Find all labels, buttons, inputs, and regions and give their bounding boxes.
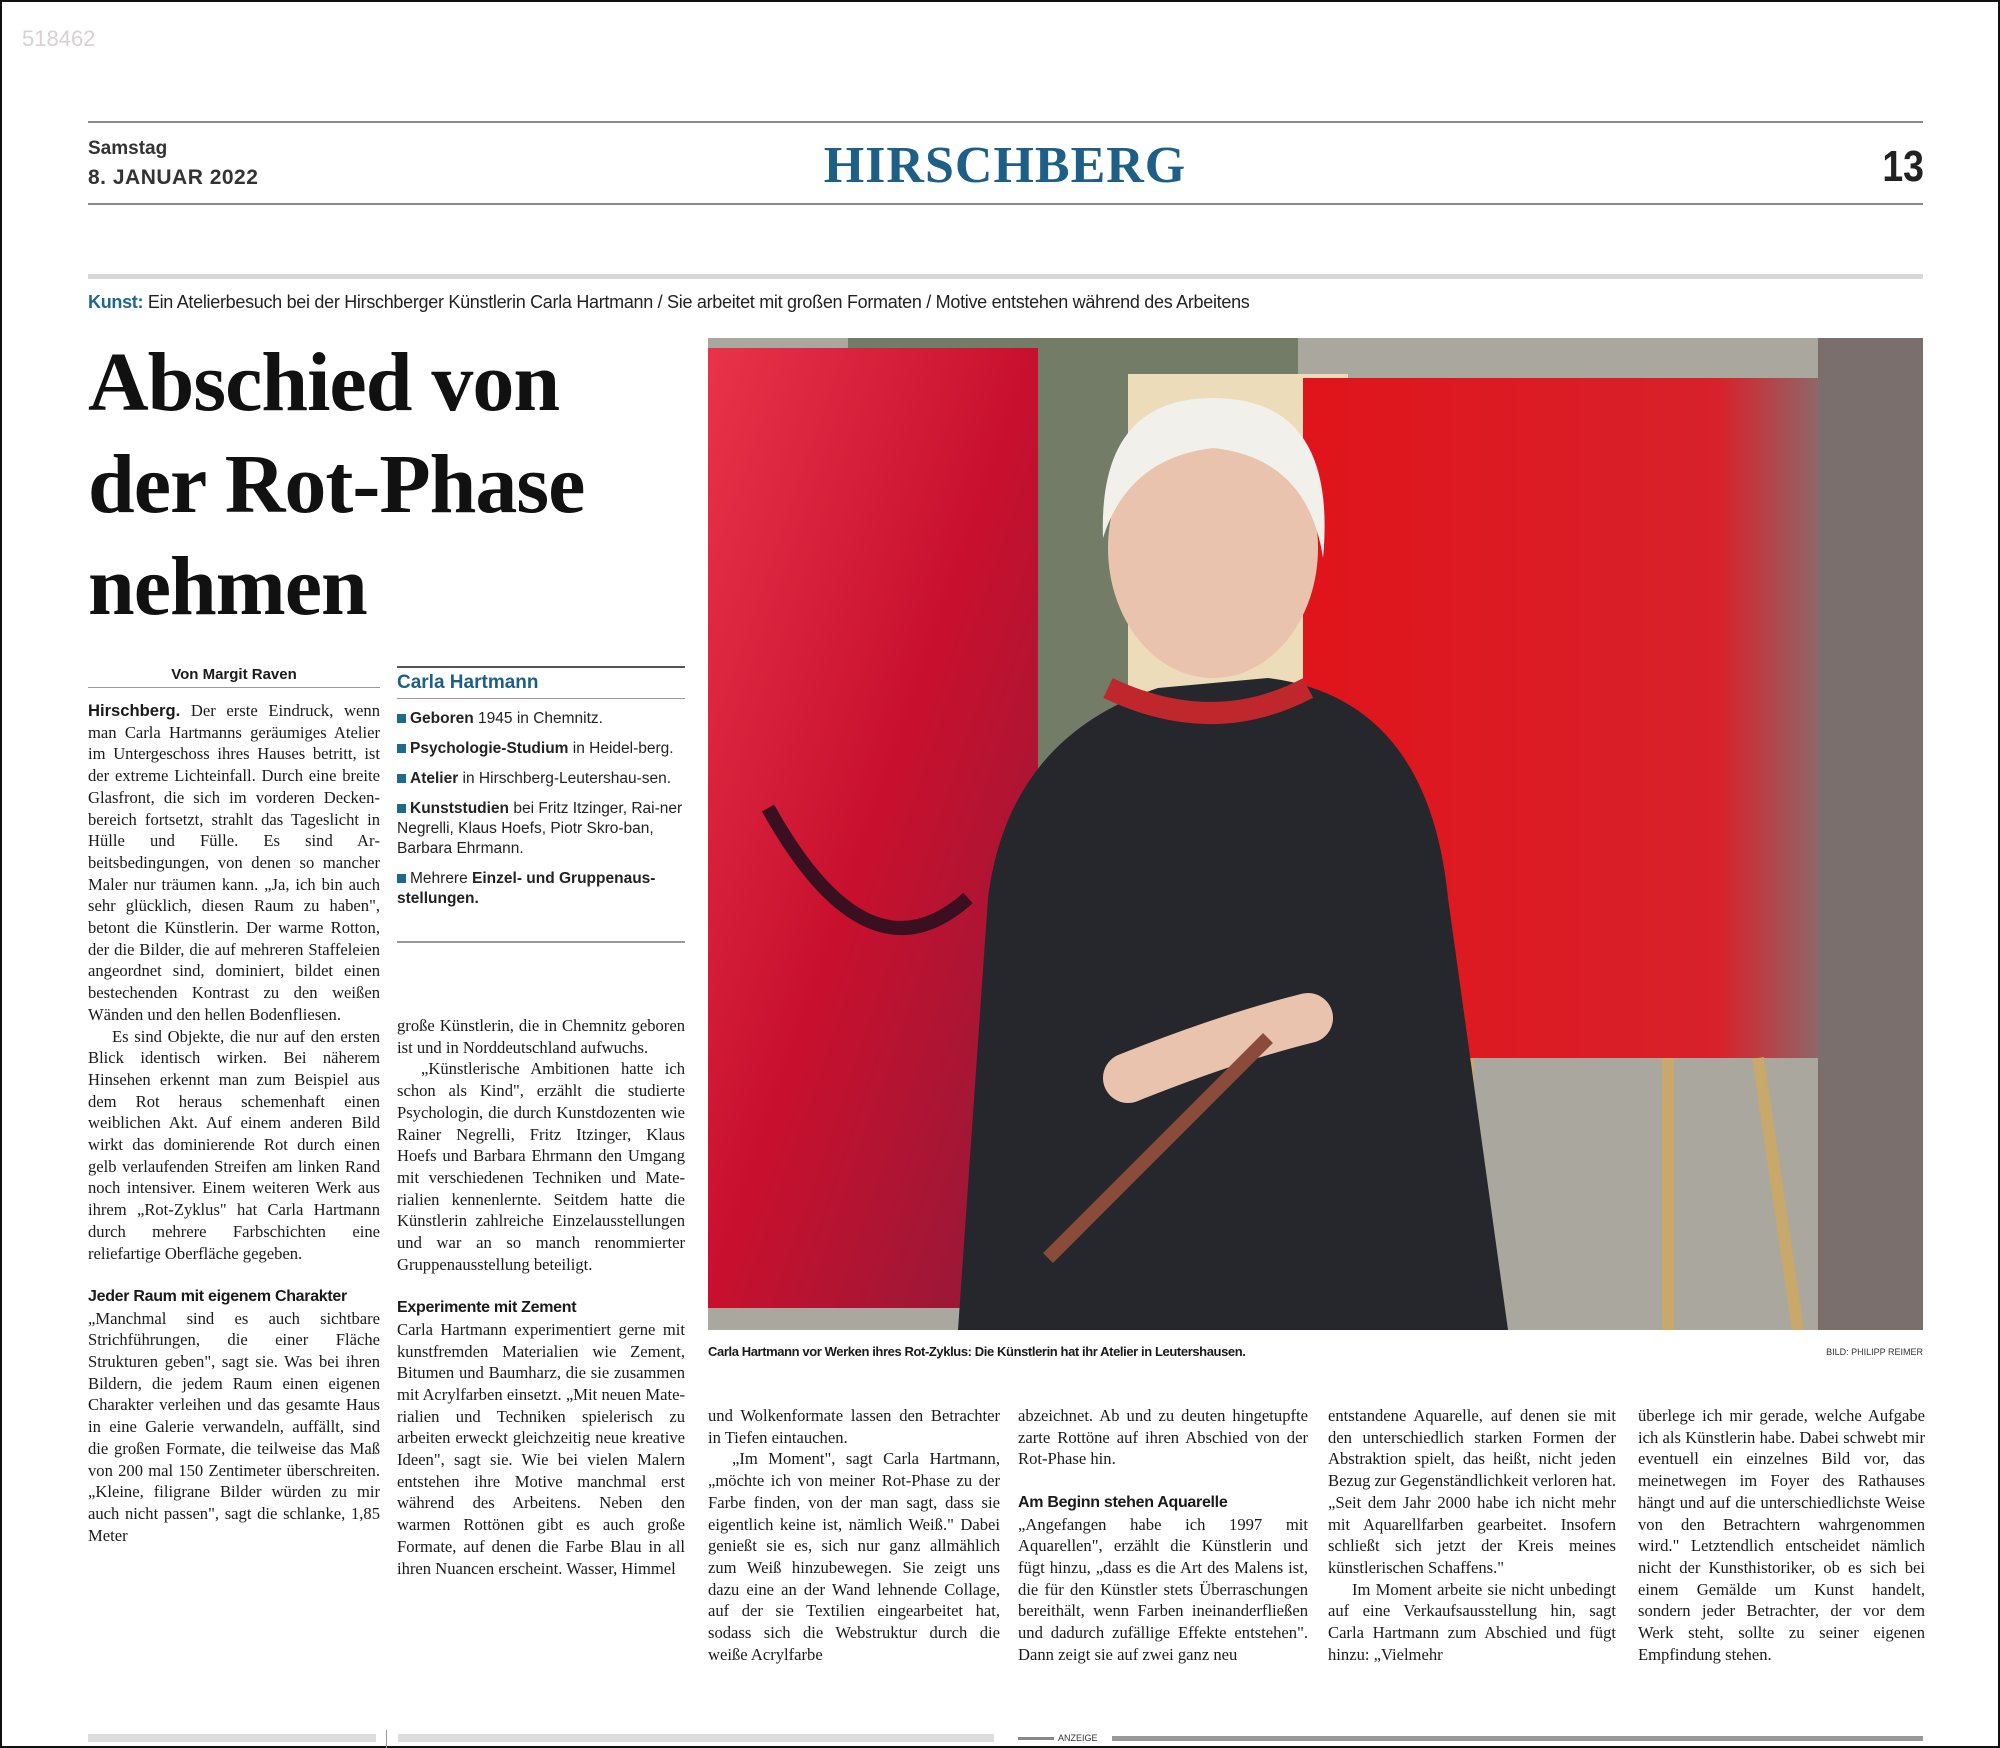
infobox-item: Psychologie-Studium in Heidel-berg.	[397, 739, 685, 759]
article-column-1	[88, 700, 380, 1546]
footer-bar	[398, 1734, 994, 1742]
photo-caption: Carla Hartmann vor Werken ihres Rot-Zyklus: Die Künstlerin hat ihr Atelier in Leutershausen.	[708, 1344, 1246, 1359]
footer-rule	[1018, 1737, 1054, 1740]
bullet-square-icon	[397, 714, 406, 723]
subheading: Am Beginn stehen Aquarelle	[1018, 1493, 1228, 1511]
subheading: Jeder Raum mit eigenem Charakter	[88, 1287, 347, 1305]
article-column-3	[708, 1405, 1000, 1665]
paragraph: „Künstlerische Ambitionen hatte ich schon als Kind", erzählt die studierte Psychologin, die durch Kunstdozenten wie Rainer Negrelli, Fritz Itzinger, Klaus Hoefs und Barbara Ehrmann den Umgang mit verschiedenen Techniken und Materialien kennenlernte. Seitdem hatte die Künstlerin zahlreiche Einzelausstellungen und war an so manch renommierter Gruppenausstellung beteiligt.	[397, 1059, 685, 1274]
paragraph: große Künstlerin, die in Chemnitz geboren ist und in Norddeutschland aufwuchs.	[397, 1016, 685, 1057]
header-bottom-rule	[88, 203, 1923, 205]
byline: Von Margit Raven	[88, 666, 380, 688]
bullet-square-icon	[397, 744, 406, 753]
infobox-title: Carla Hartmann	[397, 672, 685, 699]
header-date: 8. JANUAR 2022	[88, 166, 259, 189]
paragraph: und Wolkenformate lassen den Betrachter in Tiefen eintauchen.	[708, 1406, 1000, 1447]
ad-label: ANZEIGE	[1058, 1733, 1098, 1743]
section-masthead: HIRSCHBERG	[823, 137, 1187, 194]
article-column-4	[1018, 1405, 1308, 1665]
paragraph: Im Moment arbeite sie nicht unbedingt auf eine Verkaufsausstellung hin, sagt Carla Hartmann zum Abschied und fügt hinzu: „Vielmehr	[1328, 1579, 1616, 1664]
dateline: Hirschberg.	[88, 701, 181, 720]
paragraph: Carla Hartmann experimentiert gerne mit kunstfremden Materialien wie Zement, Bitumen und Baumharz, die sie zusammen mit Acrylfarben einsetzt. „Mit neuen Materialien und Techniken spielerisch zu arbeiten erweckt gleichzeitig neue kreative Ideen", sagt sie. Wie bei vielen Malern entstehen ihre Motive manchmal erst während des Arbeitens. Neben den warmen Rottönen gibt es auch große Formate, auf denen die Farbe Blau in all ihren Nuancen erscheint. Wasser, Himmel	[397, 1319, 685, 1578]
bullet-square-icon	[397, 774, 406, 783]
article-photo	[708, 338, 1923, 1330]
photo-credit: BILD: PHILIPP REIMER	[1826, 1347, 1923, 1357]
kicker-label: Kunst:	[88, 292, 144, 312]
page-number: 13	[1882, 142, 1924, 191]
bullet-square-icon	[397, 804, 406, 813]
paragraph: „Manchmal sind es auch sichtbare Strichführungen, die einer Fläche Strukturen geben", sagt sie. Was bei ihren Bildern, die jedem Raum einen eigenen Charakter verleihen und das gesamte Haus in eine Galerie verwandeln, auffällt, sind die großen Formate, die teilweise das Maß von 200 mal 150 Zentimeter überschreiten. „Kleine, filigrane Bilder würden zu mir auch nicht passen", sagt die schlanke, 1,85 Meter	[88, 1308, 380, 1545]
subheading: Experimente mit Zement	[397, 1299, 577, 1317]
paragraph	[88, 700, 380, 1026]
article-column-6	[1638, 1405, 1925, 1665]
headline-line: der Rot-Phase	[88, 438, 585, 531]
bullet-square-icon	[397, 874, 406, 883]
footer-rule	[1112, 1736, 1923, 1741]
paragraph: „Angefangen habe ich 1997 mit Aquarellen", erzählt die Künstlerin und fügt hinzu, „dass es die Art des Malens ist, die für den Künstler stets Überraschungen bereithält, wenn Farben ineinanderfließen und dadurch zufällige Effekte entstehen". Dann zeigt sie auf zwei ganz neu	[1018, 1514, 1308, 1664]
photo-artist-with-paintings	[708, 338, 1923, 1330]
profile-infobox	[397, 666, 685, 943]
infobox-item: Geboren 1945 in Chemnitz.	[397, 709, 685, 729]
infobox-item: Kunststudien bei Fritz Itzinger, Rai-ner Negrelli, Klaus Hoefs, Piotr Skro-ban, Barbara Ehrmann.	[397, 800, 683, 857]
headline	[88, 332, 688, 638]
paragraph: abzeichnet. Ab und zu deuten hingetupfte zarte Rottöne auf ihren Abschied von der Rot-Phase hin.	[1018, 1406, 1308, 1469]
infobox-item: Mehrere Einzel- und Gruppenaus-stellungen.	[397, 870, 656, 907]
kicker-rule	[88, 274, 1923, 279]
header-top-rule	[88, 121, 1923, 123]
headline-line: nehmen	[88, 540, 367, 633]
kicker-text: Ein Atelierbesuch bei der Hirschberger Künstlerin Carla Hartmann / Sie arbeitet mit großen Formaten / Motive entstehen während des Arbeitens	[143, 292, 1250, 312]
footer-bar	[88, 1734, 376, 1742]
watermark-id: 518462	[22, 26, 96, 51]
kicker	[88, 292, 1249, 313]
paragraph: überlege ich mir gerade, welche Aufgabe ich als Künstlerin habe. Dabei schwebt mir eventuell ein einzelnes Bild vor, das meinetwegen im Foyer des Rathauses hängt und auf die unterschiedlichste Weise von den Betrachtern wahrgenommen wird." Letztendlich entscheidet nämlich nicht der Kunsthistoriker, ob es sich bei einem Gemälde um Kunst handelt, sondern jeder Betrachter, der vor dem Werk steht, sollte zu seiner eigenen Empfindung stehen.	[1638, 1406, 1925, 1664]
paragraph: entstandene Aquarelle, auf denen sie mit den unterschiedlich starken Formen der Abstraktion spielt, das heißt, nicht jeden Bezug zur Gegenständlichkeit verloren hat. „Seit dem Jahr 2000 habe ich nicht mehr mit Aquarellfarben gearbeitet. Insofern schließt sich jetzt der Kreis meines künstlerischen Schaffens."	[1328, 1406, 1616, 1577]
article-column-2	[397, 1015, 685, 1579]
headline-line: Abschied von	[88, 336, 560, 429]
paragraph: Es sind Objekte, die nur auf den ersten Blick identisch wirken. Bei näherem Hinsehen erkennt man zum Beispiel aus dem Rot heraus schemenhaft einen weiblichen Akt. Auf einem anderen Bild wirkt das dominierende Rot durch einen gelb verlaufenden Streifen am linken Rand noch intensiver. Einem weiteren Werk aus ihrem „Rot-Zyklus" hat Carla Hartmann durch mehrere Farbschichten eine reliefartige Oberfläche gegeben.	[88, 1026, 380, 1263]
paragraph: „Im Moment", sagt Carla Hartmann, „möchte ich von meiner Rot-Phase zu der Farbe finden, von der man sagt, dass sie eigentlich keine ist, nämlich Weiß." Dabei genießt sie es, sich nur ganz allmählich zum Weiß hinzubewegen. Sie zeigt uns dazu eine an der Wand lehnende Collage, auf der sie Textilien eingearbeitet hat, sodass sich die Webstruktur durch die weiße Acrylfarbe	[708, 1449, 1000, 1664]
article-column-5	[1328, 1405, 1616, 1665]
footer-divider	[386, 1730, 387, 1748]
paragraph-text: Der erste Eindruck, wenn man Carla Hartmanns geräumiges Atelier im Untergeschoss ihres Hauses betritt, ist der extreme Lichteinfall. Durch eine breite Glasfront, die sich im vorderen Deckenbereich fortsetzt, strahlt das Tageslicht in Hülle und Fülle. Es sind Arbeitsbedingungen, von denen so mancher Maler nur träumen kann. „Ja, ich bin auch sehr glücklich, diesen Raum zu haben", betont die Künstlerin. Der warme Rotton, der die Bilder, die auf mehreren Staffeleien angeordnet sind, dominiert, bildet einen bestechenden Kontrast zu den weißen Wänden und den hellen Bodenfliesen.	[88, 701, 380, 1024]
infobox-item: Atelier in Hirschberg-Leutershau-sen.	[397, 769, 685, 789]
header-day: Samstag	[88, 138, 168, 159]
